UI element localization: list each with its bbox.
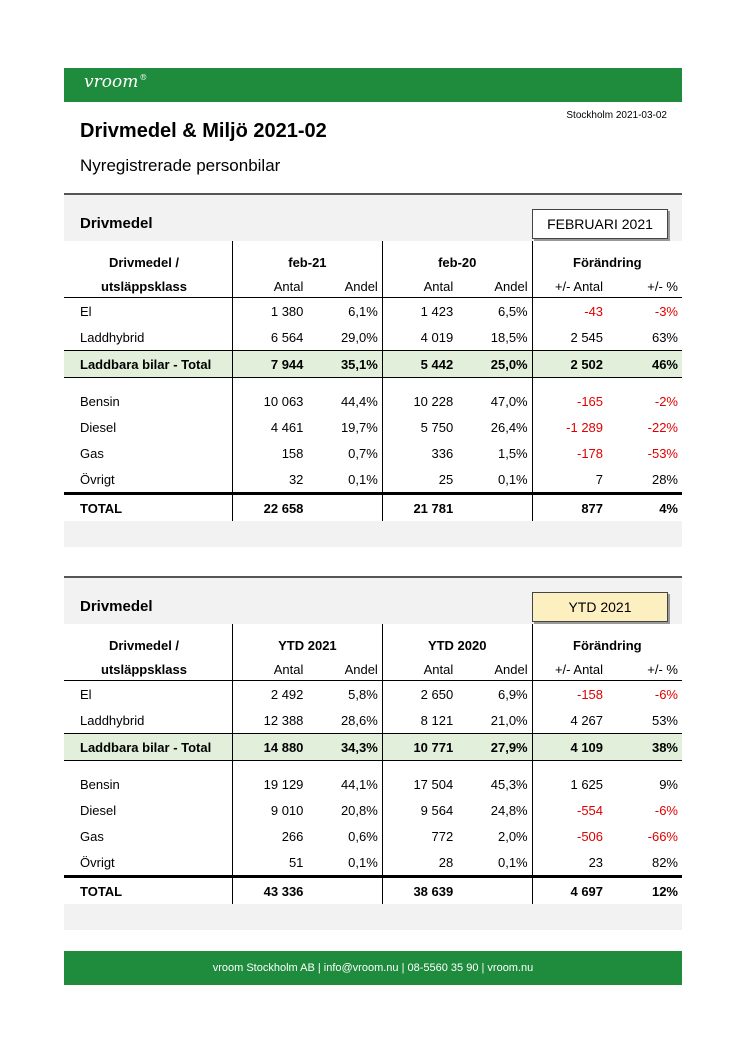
column-header: utsläppsklass bbox=[64, 275, 233, 298]
value-cell: 26,4% bbox=[490, 419, 528, 435]
value-cell: 2 492 bbox=[233, 681, 308, 708]
value-cell: 34,3% bbox=[307, 734, 382, 761]
fuel-table-monthly bbox=[64, 241, 682, 521]
change-percent-cell: -66% bbox=[647, 828, 678, 844]
value-cell: 1,5% bbox=[497, 445, 528, 461]
change-cell: -178 bbox=[532, 440, 607, 466]
change-percent-cell: 53% bbox=[651, 712, 678, 728]
table-row bbox=[64, 324, 682, 351]
page-title: Drivmedel & Miljö 2021-02 bbox=[80, 120, 327, 142]
value-cell: 44,1% bbox=[340, 776, 378, 792]
row-label: Laddhybrid bbox=[80, 329, 145, 345]
table-row bbox=[64, 849, 682, 877]
table-row bbox=[64, 414, 682, 440]
value-cell: 17 504 bbox=[382, 771, 457, 797]
value-cell: 21,0% bbox=[490, 712, 528, 728]
change-cell: -43 bbox=[532, 298, 607, 325]
column-header: Andel bbox=[457, 275, 532, 298]
change-percent-cell: -3% bbox=[654, 303, 678, 319]
monthly-panel bbox=[64, 193, 682, 547]
value-cell: 24,8% bbox=[490, 802, 528, 818]
change-percent-cell: -6% bbox=[654, 802, 678, 818]
table-row bbox=[64, 707, 682, 734]
value-cell: 27,9% bbox=[457, 734, 532, 761]
value-cell: 25,0% bbox=[457, 351, 532, 378]
row-label: Gas bbox=[80, 828, 104, 844]
column-header: Andel bbox=[307, 658, 382, 681]
change-percent-cell: 38% bbox=[607, 734, 682, 761]
column-group-header: Förändring bbox=[532, 624, 682, 658]
value-cell: 4 019 bbox=[382, 324, 457, 351]
column-header: Antal bbox=[233, 658, 308, 681]
panel-heading: Drivmedel bbox=[80, 598, 153, 615]
value-cell: 10 771 bbox=[382, 734, 457, 761]
change-percent-cell: 28% bbox=[607, 466, 682, 494]
column-group-header: feb-21 bbox=[233, 241, 383, 275]
value-cell: 0,7% bbox=[348, 445, 378, 461]
value-cell: 25 bbox=[382, 466, 457, 494]
column-header: +/- Antal bbox=[532, 275, 607, 298]
header-row bbox=[64, 275, 682, 298]
value-cell: 35,1% bbox=[307, 351, 382, 378]
column-header: Andel bbox=[457, 658, 532, 681]
value-cell: 18,5% bbox=[490, 329, 528, 345]
table-row bbox=[64, 440, 682, 466]
value-cell: 32 bbox=[233, 466, 308, 494]
row-label: TOTAL bbox=[80, 500, 123, 516]
value-cell: 6,9% bbox=[497, 686, 528, 702]
table-row bbox=[64, 466, 682, 494]
value-cell: 336 bbox=[382, 440, 457, 466]
value-cell: 772 bbox=[382, 823, 457, 849]
value-cell: 21 781 bbox=[382, 494, 457, 522]
value-cell: 6,5% bbox=[497, 303, 528, 319]
value-cell: 5 442 bbox=[382, 351, 457, 378]
subtotal-row bbox=[64, 351, 682, 378]
column-header: Drivmedel / bbox=[108, 254, 180, 270]
value-cell: 28 bbox=[382, 849, 457, 877]
change-percent-cell: 4% bbox=[659, 500, 678, 516]
change-cell: 7 bbox=[532, 466, 607, 494]
column-group-header: YTD 2020 bbox=[382, 624, 532, 658]
row-label: Övrigt bbox=[64, 849, 233, 877]
column-header: +/- Antal bbox=[532, 658, 607, 681]
change-percent-cell: 82% bbox=[607, 849, 682, 877]
footer-bar: vroom Stockholm AB | info@vroom.nu | 08-5560 35 90 | vroom.nu bbox=[64, 951, 682, 985]
subtotal-row bbox=[64, 734, 682, 761]
value-cell: 20,8% bbox=[340, 802, 378, 818]
dateline: Stockholm 2021-03-02 bbox=[566, 110, 667, 121]
value-cell: 266 bbox=[233, 823, 308, 849]
value-cell: 8 121 bbox=[382, 707, 457, 734]
change-cell: -1 289 bbox=[532, 414, 607, 440]
column-header: +/- % bbox=[607, 275, 682, 298]
value-cell: 0,6% bbox=[348, 828, 378, 844]
value-cell: 43 336 bbox=[233, 877, 308, 905]
change-percent-cell: -22% bbox=[647, 419, 678, 435]
fuel-table-ytd bbox=[64, 624, 682, 904]
vroom-logo: vroom® bbox=[84, 72, 148, 92]
column-header: +/- % bbox=[607, 658, 682, 681]
row-spacer bbox=[64, 378, 682, 389]
header-row bbox=[64, 658, 682, 681]
value-cell bbox=[307, 877, 382, 905]
value-cell: 44,4% bbox=[340, 393, 378, 409]
row-label: Laddbara bilar - Total bbox=[64, 351, 233, 378]
table-row bbox=[64, 823, 682, 849]
change-cell: 2 545 bbox=[532, 324, 607, 351]
change-percent-cell: 46% bbox=[607, 351, 682, 378]
table-row bbox=[64, 298, 682, 325]
table-row bbox=[64, 681, 682, 708]
row-spacer bbox=[64, 761, 682, 772]
page-subtitle: Nyregistrerade personbilar bbox=[80, 156, 281, 175]
value-cell: 5 750 bbox=[382, 414, 457, 440]
row-label: El bbox=[80, 303, 92, 319]
value-cell: 45,3% bbox=[490, 776, 528, 792]
value-cell: 28,6% bbox=[340, 712, 378, 728]
change-cell: 2 502 bbox=[532, 351, 607, 378]
value-cell: 6 564 bbox=[233, 324, 308, 351]
row-label: Bensin bbox=[80, 393, 120, 409]
value-cell: 19 129 bbox=[233, 771, 308, 797]
value-cell: 10 228 bbox=[382, 388, 457, 414]
change-cell: 4 267 bbox=[532, 707, 607, 734]
change-cell: 4 109 bbox=[532, 734, 607, 761]
value-cell: 14 880 bbox=[233, 734, 308, 761]
change-cell: 1 625 bbox=[532, 771, 607, 797]
row-label: Laddhybrid bbox=[80, 712, 145, 728]
value-cell bbox=[457, 494, 532, 522]
value-cell: 158 bbox=[233, 440, 308, 466]
value-cell: 1 380 bbox=[233, 298, 308, 325]
value-cell: 7 944 bbox=[233, 351, 308, 378]
value-cell: 19,7% bbox=[340, 419, 378, 435]
header-row bbox=[64, 241, 682, 275]
value-cell: 9 564 bbox=[382, 797, 457, 823]
value-cell bbox=[457, 877, 532, 905]
change-cell: -158 bbox=[532, 681, 607, 708]
row-label: Övrigt bbox=[64, 466, 233, 494]
value-cell: 22 658 bbox=[233, 494, 308, 522]
ytd-panel bbox=[64, 576, 682, 930]
column-group-header: YTD 2021 bbox=[233, 624, 383, 658]
column-group-header: Förändring bbox=[532, 241, 682, 275]
change-percent-cell: 63% bbox=[651, 329, 678, 345]
change-percent-cell: -53% bbox=[647, 445, 678, 461]
row-label: Laddbara bilar - Total bbox=[64, 734, 233, 761]
value-cell: 51 bbox=[233, 849, 308, 877]
value-cell: 0,1% bbox=[307, 466, 382, 494]
change-cell: 877 bbox=[532, 494, 607, 522]
value-cell: 9 010 bbox=[233, 797, 308, 823]
change-percent-cell: 9% bbox=[659, 776, 678, 792]
value-cell: 47,0% bbox=[490, 393, 528, 409]
change-cell: 4 697 bbox=[532, 877, 607, 905]
column-header: Drivmedel / bbox=[108, 637, 180, 653]
change-cell: -506 bbox=[532, 823, 607, 849]
column-header: utsläppsklass bbox=[64, 658, 233, 681]
value-cell: 29,0% bbox=[340, 329, 378, 345]
header-row bbox=[64, 624, 682, 658]
table-row bbox=[64, 388, 682, 414]
value-cell: 12 388 bbox=[233, 707, 308, 734]
row-label: Gas bbox=[80, 445, 104, 461]
change-cell: -554 bbox=[532, 797, 607, 823]
change-percent-cell: 12% bbox=[651, 883, 678, 899]
value-cell: 6,1% bbox=[348, 303, 378, 319]
value-cell: 10 063 bbox=[233, 388, 308, 414]
brand-header-bar bbox=[64, 68, 682, 102]
value-cell: 2 650 bbox=[382, 681, 457, 708]
change-cell: 23 bbox=[532, 849, 607, 877]
column-header: Antal bbox=[382, 275, 457, 298]
column-header: Antal bbox=[233, 275, 308, 298]
value-cell: 0,1% bbox=[457, 849, 532, 877]
change-cell: -165 bbox=[532, 388, 607, 414]
value-cell: 4 461 bbox=[233, 414, 308, 440]
column-header: Andel bbox=[307, 275, 382, 298]
row-label: Bensin bbox=[80, 776, 120, 792]
change-percent-cell: -2% bbox=[654, 393, 678, 409]
row-label: TOTAL bbox=[80, 883, 123, 899]
total-row bbox=[64, 494, 682, 522]
table-row bbox=[64, 797, 682, 823]
period-box: YTD 2021 bbox=[532, 592, 668, 622]
value-cell: 5,8% bbox=[348, 686, 378, 702]
row-label: Diesel bbox=[80, 419, 117, 435]
value-cell: 2,0% bbox=[497, 828, 528, 844]
row-label: El bbox=[80, 686, 92, 702]
value-cell bbox=[307, 494, 382, 522]
value-cell: 38 639 bbox=[382, 877, 457, 905]
total-row bbox=[64, 877, 682, 905]
row-label: Diesel bbox=[80, 802, 117, 818]
column-group-header: feb-20 bbox=[382, 241, 532, 275]
value-cell: 0,1% bbox=[307, 849, 382, 877]
value-cell: 0,1% bbox=[457, 466, 532, 494]
period-box: FEBRUARI 2021 bbox=[532, 209, 668, 239]
value-cell: 1 423 bbox=[382, 298, 457, 325]
change-percent-cell: -6% bbox=[654, 686, 678, 702]
panel-heading: Drivmedel bbox=[80, 215, 153, 232]
table-row bbox=[64, 771, 682, 797]
column-header: Antal bbox=[382, 658, 457, 681]
